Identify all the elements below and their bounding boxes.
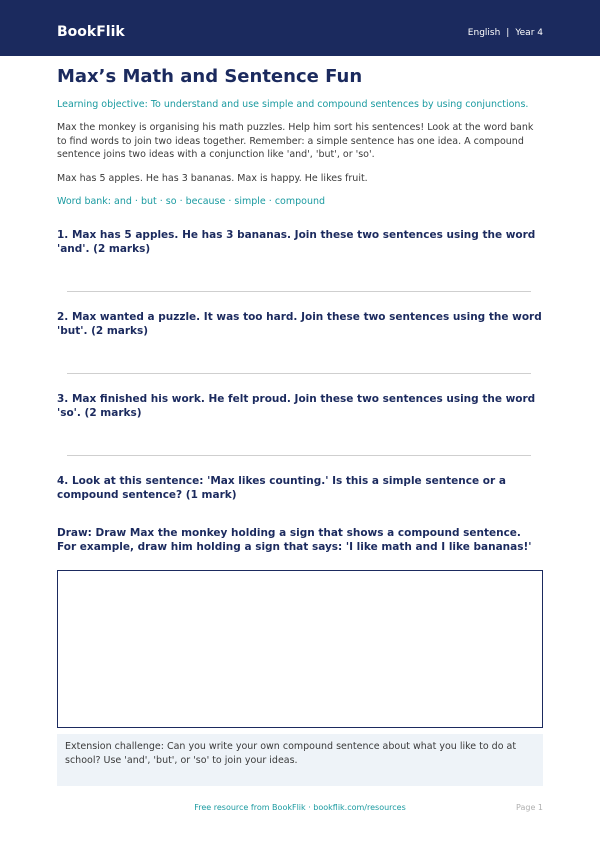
page-number: Page 1 (516, 803, 543, 812)
subject-label: English (467, 28, 501, 38)
meta-divider: | (506, 28, 510, 38)
extension-challenge: Extension challenge: Can you write your own compound sentence about what you like to do at school? Use 'and', 'but', or 'so' to join your ideas. (57, 734, 543, 786)
draw-task: Draw: Draw Max the monkey holding a sign that shows a compound sentence. For example, draw him holding a sign that says: 'I like math and I like bananas!' (57, 527, 532, 553)
question-3: 3. Max finished his work. He felt proud. Join these two sentences using the word 'so'. (2 marks) (57, 393, 536, 419)
footer-credit: Free resource from BookFlik · bookflik.com/resources (194, 803, 406, 812)
answer-line-1[interactable] (67, 291, 531, 292)
question-2: 2. Max wanted a puzzle. It was too hard. Join these two sentences using the word 'but'. (2 marks) (57, 311, 542, 337)
intro-paragraph: Max the monkey is organising his math puzzles. Help him sort his sentences! Look at the word bank to find words to join two ideas together. Remember: a simple sentence has one idea. A compound sentence joins two ideas with a conjunction like 'and', 'but', or 'so'. (57, 122, 534, 160)
example-sentences: Max has 5 apples. He has 3 bananas. Max is happy. He likes fruit. (57, 172, 368, 184)
header-bar (0, 0, 600, 56)
question-4: 4. Look at this sentence: 'Max likes counting.' Is this a simple sentence or a compound sentence? (1 mark) (57, 475, 506, 501)
answer-line-2[interactable] (67, 373, 531, 374)
year-label: Year 4 (515, 28, 543, 38)
answer-line-3[interactable] (67, 455, 531, 456)
header-meta (468, 26, 543, 40)
worksheet-intro (57, 64, 543, 208)
question-1: 1. Max has 5 apples. He has 3 bananas. Join these two sentences using the word 'and'. (2 marks) (57, 229, 536, 255)
drawing-area[interactable] (57, 570, 543, 728)
brand-logo: BookFlik (57, 24, 125, 40)
word-bank: Word bank: and · but · so · because · simple · compound (57, 196, 326, 207)
learning-objective: Learning objective: To understand and use simple and compound sentences by using conjunctions. (57, 99, 529, 110)
page-title: Max’s Math and Sentence Fun (57, 66, 363, 87)
